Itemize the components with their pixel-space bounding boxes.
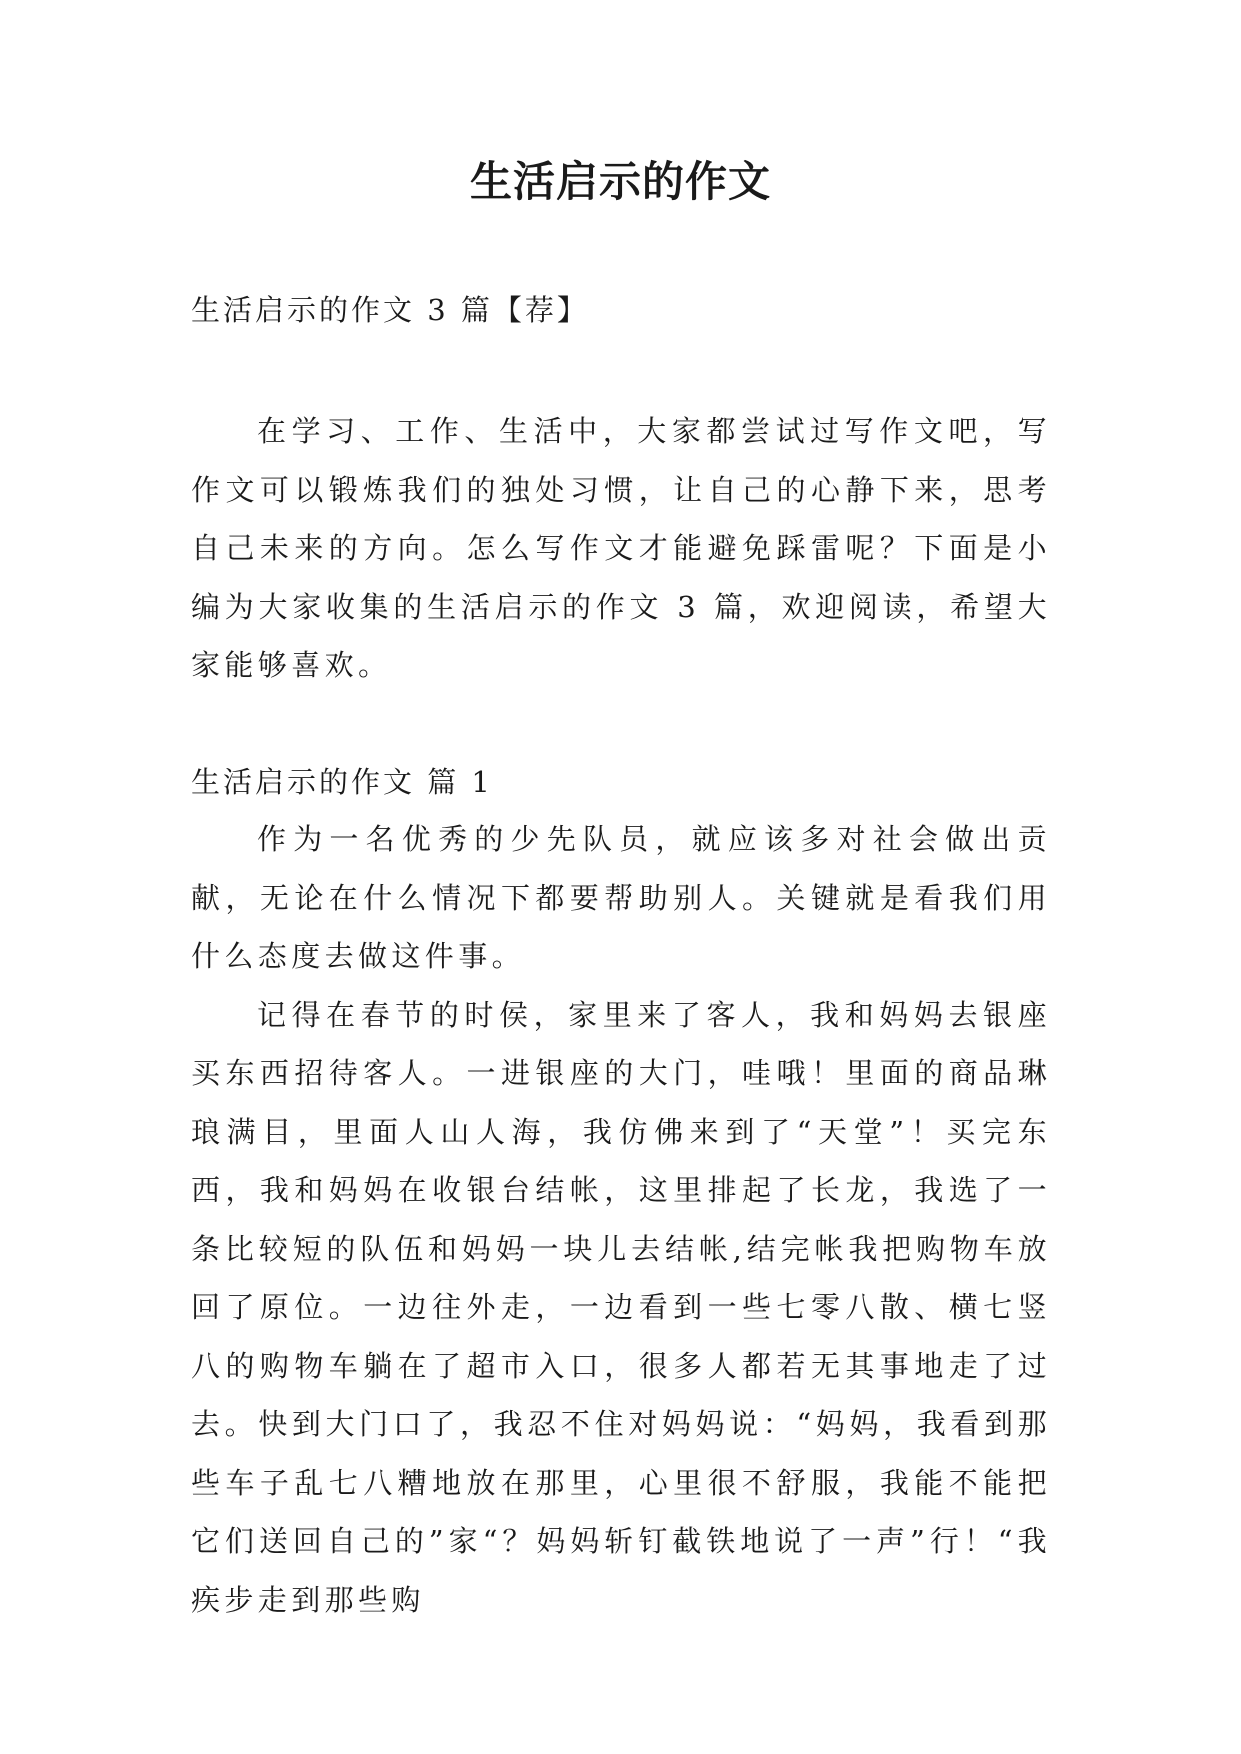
section-heading: 生活启示的作文 篇 1	[191, 765, 493, 799]
body-paragraph: 作为一名优秀的少先队员，就应该多对社会做出贡献，无论在什么情况下都要帮助别人。关键就是看我们用什么态度去做这件事。	[191, 822, 1051, 973]
intro-paragraph: 在学习、工作、生活中，大家都尝试过写作文吧，写作文可以锻炼我们的独处习惯，让自己的心静下来，思考自己未来的方向。怎么写作文才能避免踩雷呢？下面是小编为大家收集的生活启示的作文 3 篇，欢迎阅读，希望大家能够喜欢。	[191, 414, 1051, 682]
document-subtitle: 生活启示的作文 3 篇【荐】	[191, 293, 589, 327]
essay-body	[191, 810, 1051, 1629]
intro-block	[191, 402, 1051, 695]
body-paragraph: 记得在春节的时侯，家里来了客人，我和妈妈去银座买东西招待客人。一进银座的大门，哇哦！里面的商品琳琅满目，里面人山人海，我仿佛来到了“天堂”！买完东西，我和妈妈在收银台结帐，这里排起了长龙，我选了一条比较短的队伍和妈妈一块儿去结帐,结完帐我把购物车放回了原位。一边往外走，一边看到一些七零八散、横七竖八的购物车躺在了超市入口，很多人都若无其事地走了过去。快到大门口了，我忍不住对妈妈说：“妈妈，我看到那些车子乱七八糟地放在那里，心里很不舒服，我能不能把它们送回自己的”家“？妈妈斩钉截铁地说了一声”行！“我疾步走到那些购	[191, 997, 1051, 1617]
document-title: 生活启示的作文	[469, 157, 771, 206]
